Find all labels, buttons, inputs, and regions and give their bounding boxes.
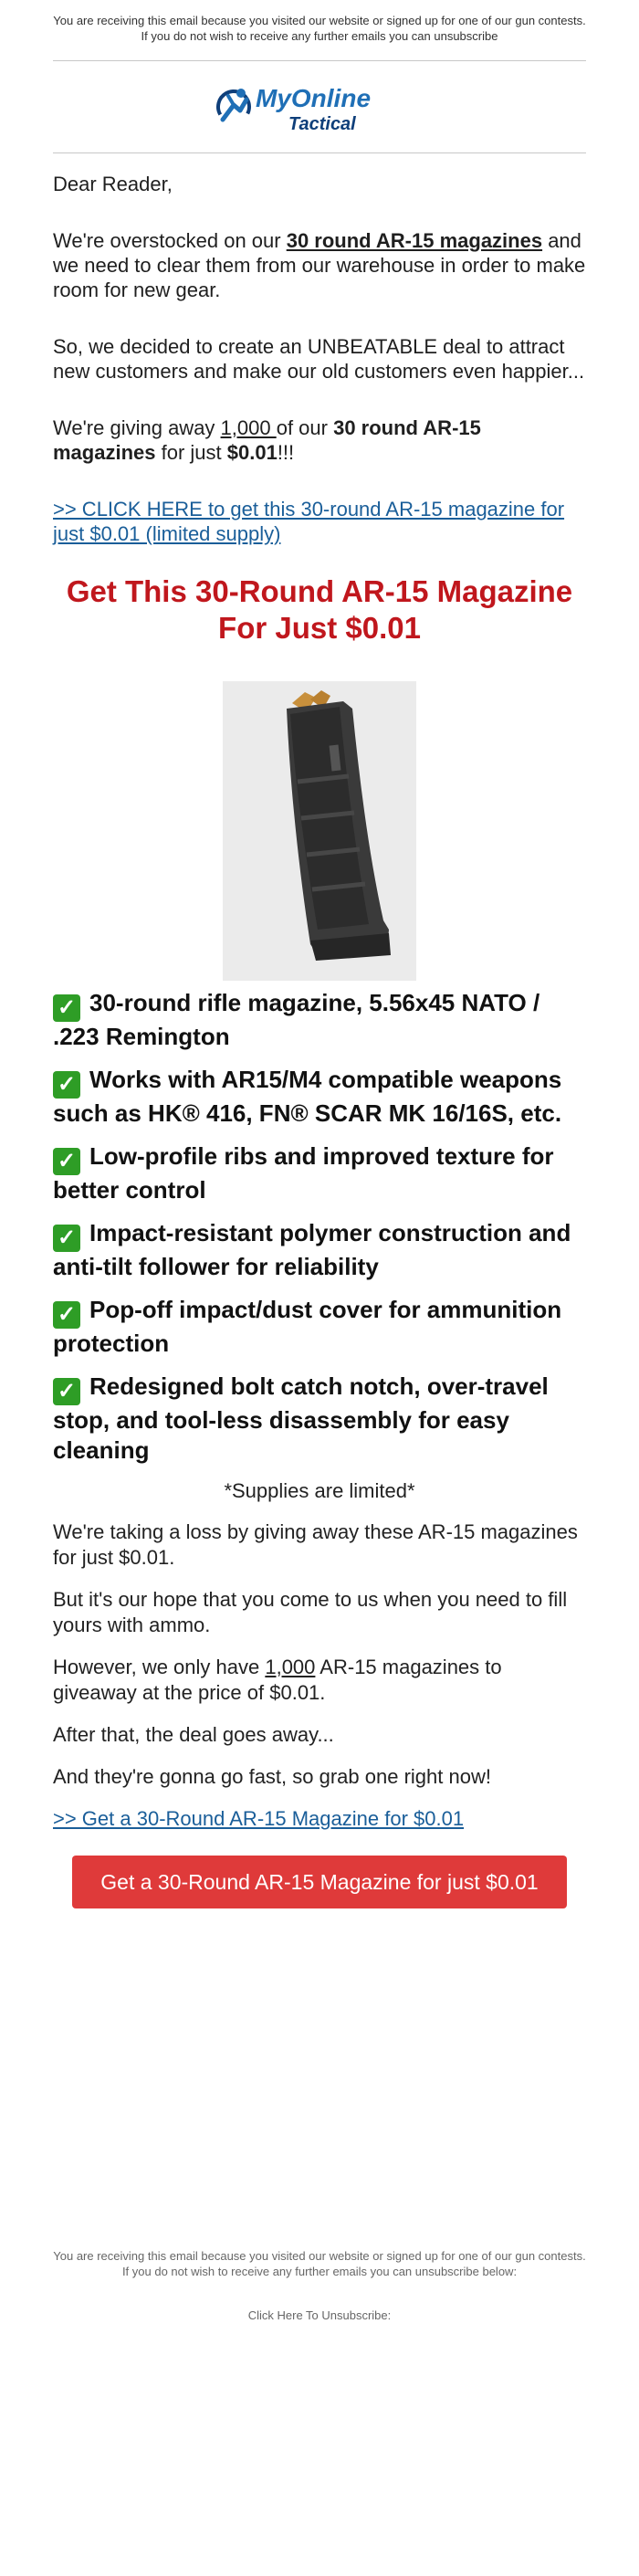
hope-paragraph: But it's our hope that you come to us when you need to fill yours with ammo. (53, 1588, 568, 1636)
footer-unsubscribe-notice: You are receiving this email because you visited our website or signed up for one of our gun contests. If you do not wish to receive any further emails you can unsubscribe below: (53, 2249, 586, 2278)
greeting: Dear Reader, (53, 173, 173, 195)
brand-logo[interactable] (0, 61, 639, 152)
product-emphasis: 30 round AR-15 magazines (286, 229, 543, 252)
quantity-paragraph: However, we only have 1,000 AR-15 magazines to giveaway at the price of $0.01. (53, 1656, 502, 1704)
feature-list (53, 988, 586, 1466)
ar15-magazine-icon (223, 681, 416, 981)
logo-divider (53, 152, 586, 153)
top-unsubscribe-notice: You are receiving this email because you visited our website or signed up for one of our gun contests. If you do not wish to receive any further emails you can unsubscribe (53, 14, 586, 43)
check-icon: ✓ (53, 1301, 80, 1329)
feature-item: ✓ Redesigned bolt catch notch, over-travel stop, and tool-less disassembly for easy cleaning (53, 1372, 549, 1464)
check-icon: ✓ (53, 1148, 80, 1175)
feature-item: ✓ Pop-off impact/dust cover for ammunition protection (53, 1296, 562, 1357)
check-icon: ✓ (53, 994, 80, 1022)
cta-button[interactable]: Get a 30-Round AR-15 Magazine for just $0.01 (72, 1856, 567, 1908)
offer-headline: Get This 30-Round AR-15 Magazine For Just $0.01 (66, 574, 573, 645)
logo-line2: Tactical (288, 114, 356, 134)
deal-ends-paragraph: After that, the deal goes away... (53, 1723, 334, 1746)
logo-mark-icon (210, 74, 429, 140)
check-icon: ✓ (53, 1378, 80, 1405)
price: $0.01 (226, 441, 278, 464)
feature-item: ✓ 30-round rifle magazine, 5.56x45 NATO / .223 Remington (53, 989, 540, 1050)
check-icon: ✓ (53, 1071, 80, 1099)
unsubscribe-link[interactable]: Click Here To Unsubscribe: (247, 2308, 392, 2322)
deal-paragraph: So, we decided to create an UNBEATABLE deal to attract new customers and make our old customers even happier... (53, 335, 585, 383)
supplies-limited-note: *Supplies are limited* (224, 1479, 415, 1502)
urgency-paragraph: And they're gonna go fast, so grab one right now! (53, 1765, 491, 1788)
loss-paragraph: We're taking a loss by giving away these AR-15 magazines for just $0.01. (53, 1520, 578, 1569)
cta-link-top[interactable]: >> CLICK HERE to get this 30-round AR-15 magazine for just $0.01 (limited supply) (53, 498, 565, 545)
cta-link-bottom[interactable]: >> Get a 30-Round AR-15 Magazine for $0.01 (53, 1807, 465, 1830)
giveaway-amount: 1,000 (220, 416, 277, 439)
feature-item: ✓ Impact-resistant polymer construction and anti-tilt follower for reliability (53, 1219, 571, 1280)
magazine-image[interactable] (223, 681, 416, 981)
check-icon: ✓ (53, 1225, 80, 1252)
feature-item: ✓ Low-profile ribs and improved texture for better control (53, 1142, 554, 1204)
intro-paragraph: We're overstocked on our 30 round AR-15 magazines and we need to clear them from our warehouse in order to make room for new gear. (53, 229, 586, 301)
feature-item: ✓ Works with AR15/M4 compatible weapons such as HK® 416, FN® SCAR MK 16/16S, etc. (53, 1066, 562, 1127)
quantity-amount: 1,000 (265, 1656, 316, 1678)
logo-line1: MyOnline (256, 84, 372, 112)
giveaway-paragraph: We're giving away 1,000 of our 30 round AR-15 magazines for just $0.01!!! (53, 416, 481, 464)
